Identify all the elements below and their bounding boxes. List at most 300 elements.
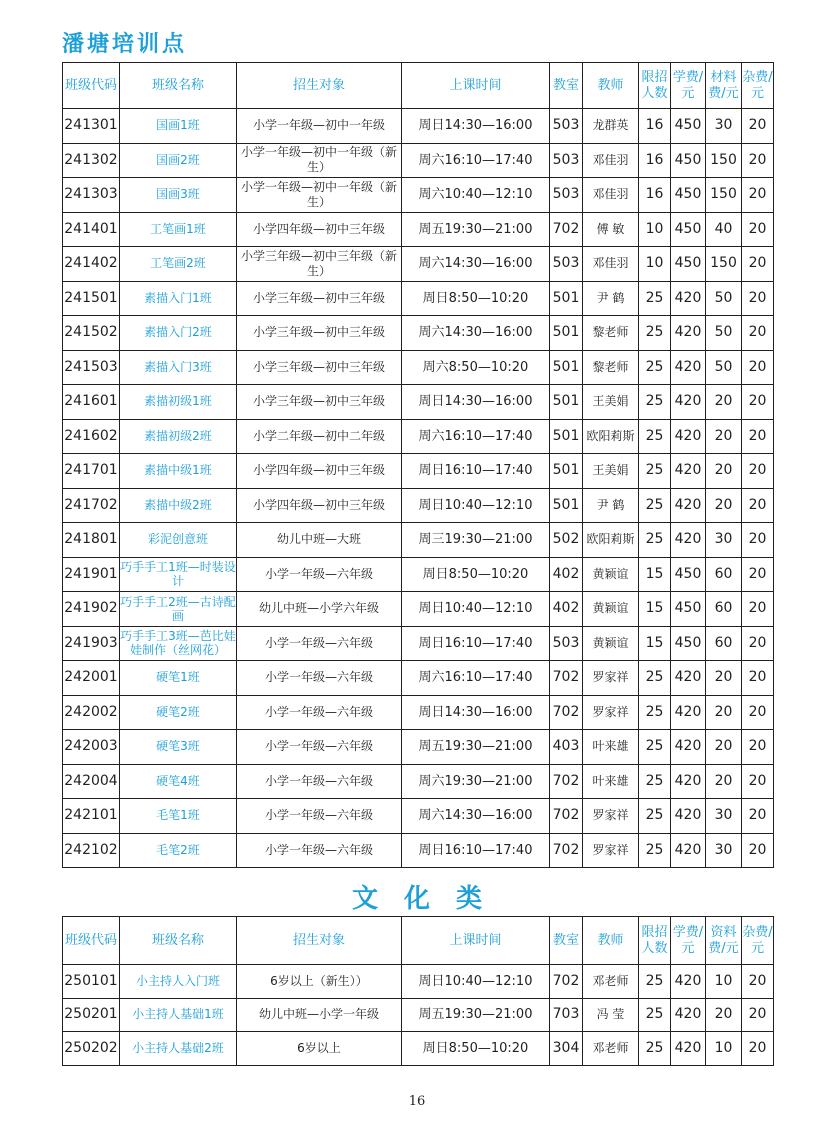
schedule-cell: 周六14:30—16:00 [402, 799, 550, 834]
misc-fee-cell: 20 [742, 730, 774, 765]
room-cell: 501 [550, 350, 583, 385]
class-code-cell: 241502 [63, 316, 120, 351]
material-fee-cell: 20 [706, 764, 742, 799]
teacher-cell: 邓佳羽 [583, 143, 639, 178]
limit-cell: 25 [639, 965, 671, 999]
class-name-cell: 小主持人基础2班 [120, 1032, 237, 1066]
class-name-cell: 毛笔2班 [120, 833, 237, 868]
tuition-cell: 420 [671, 281, 706, 316]
misc-fee-cell: 20 [742, 385, 774, 420]
material-fee-cell: 60 [706, 626, 742, 661]
tuition-cell: 420 [671, 454, 706, 489]
room-cell: 502 [550, 523, 583, 558]
material-fee-cell: 20 [706, 998, 742, 1032]
schedule-cell: 周日8:50—10:20 [402, 281, 550, 316]
schedule-cell: 周日10:40—12:10 [402, 488, 550, 523]
room-cell: 501 [550, 281, 583, 316]
class-name-cell: 素描初级2班 [120, 419, 237, 454]
teacher-cell: 龙群英 [583, 109, 639, 144]
teacher-cell: 尹 鹤 [583, 488, 639, 523]
class-code-cell: 241901 [63, 557, 120, 592]
tuition-cell: 420 [671, 965, 706, 999]
column-header: 班级名称 [120, 917, 237, 965]
room-cell: 503 [550, 178, 583, 213]
material-fee-cell: 30 [706, 799, 742, 834]
misc-fee-cell: 20 [742, 350, 774, 385]
table-row [63, 316, 774, 351]
table-row [63, 523, 774, 558]
room-cell: 702 [550, 695, 583, 730]
class-name-cell: 素描入门2班 [120, 316, 237, 351]
schedule-cell: 周六14:30—16:00 [402, 247, 550, 282]
limit-cell: 10 [639, 247, 671, 282]
target-cell: 小学一年级—六年级 [237, 695, 402, 730]
material-fee-cell: 20 [706, 385, 742, 420]
table-row [63, 212, 774, 247]
schedule-cell: 周日8:50—10:20 [402, 557, 550, 592]
column-header: 上课时间 [402, 63, 550, 109]
column-header: 教室 [550, 917, 583, 965]
column-header: 教师 [583, 917, 639, 965]
table-row [63, 350, 774, 385]
misc-fee-cell: 20 [742, 965, 774, 999]
target-cell: 幼儿中班—大班 [237, 523, 402, 558]
class-name-cell: 硬笔1班 [120, 661, 237, 696]
target-cell: 小学四年级—初中三年级 [237, 488, 402, 523]
tuition-cell: 420 [671, 385, 706, 420]
column-header: 招生对象 [237, 917, 402, 965]
misc-fee-cell: 20 [742, 557, 774, 592]
target-cell: 小学三年级—初中三年级 [237, 316, 402, 351]
target-cell: 小学四年级—初中三年级 [237, 212, 402, 247]
target-cell: 小学三年级—初中三年级 [237, 350, 402, 385]
material-fee-cell: 60 [706, 592, 742, 627]
material-fee-cell: 20 [706, 661, 742, 696]
teacher-cell: 欧阳莉斯 [583, 523, 639, 558]
column-header: 班级代码 [63, 63, 120, 109]
target-cell: 6岁以上（新生）） [237, 965, 402, 999]
class-name-cell: 国画3班 [120, 178, 237, 213]
class-code-cell: 241302 [63, 143, 120, 178]
material-fee-cell: 50 [706, 350, 742, 385]
class-code-cell: 250201 [63, 998, 120, 1032]
room-cell: 501 [550, 316, 583, 351]
material-fee-cell: 60 [706, 557, 742, 592]
class-name-cell: 硬笔3班 [120, 730, 237, 765]
tuition-cell: 420 [671, 523, 706, 558]
class-name-cell: 小主持人基础1班 [120, 998, 237, 1032]
table-body [63, 109, 774, 868]
limit-cell: 15 [639, 592, 671, 627]
target-cell: 小学一年级—六年级 [237, 833, 402, 868]
target-cell: 小学一年级—初中一年级（新生） [237, 143, 402, 178]
schedule-cell: 周日14:30—16:00 [402, 109, 550, 144]
misc-fee-cell: 20 [742, 281, 774, 316]
tuition-cell: 420 [671, 488, 706, 523]
limit-cell: 25 [639, 454, 671, 489]
limit-cell: 25 [639, 833, 671, 868]
target-cell: 小学四年级—初中三年级 [237, 454, 402, 489]
class-name-cell: 工笔画1班 [120, 212, 237, 247]
misc-fee-cell: 20 [742, 143, 774, 178]
section-title-pantang: 潘塘培训点 [62, 32, 188, 57]
table-row [63, 488, 774, 523]
limit-cell: 25 [639, 764, 671, 799]
room-cell: 702 [550, 965, 583, 999]
material-fee-cell: 50 [706, 316, 742, 351]
limit-cell: 25 [639, 316, 671, 351]
class-code-cell: 241701 [63, 454, 120, 489]
schedule-cell: 周六16:10—17:40 [402, 419, 550, 454]
limit-cell: 25 [639, 281, 671, 316]
material-fee-cell: 20 [706, 454, 742, 489]
room-cell: 402 [550, 557, 583, 592]
misc-fee-cell: 20 [742, 212, 774, 247]
target-cell: 小学一年级—六年级 [237, 730, 402, 765]
limit-cell: 16 [639, 109, 671, 144]
tuition-cell: 420 [671, 661, 706, 696]
limit-cell: 25 [639, 695, 671, 730]
misc-fee-cell: 20 [742, 488, 774, 523]
class-code-cell: 241801 [63, 523, 120, 558]
table-row [63, 419, 774, 454]
material-fee-cell: 50 [706, 281, 742, 316]
material-fee-cell: 150 [706, 247, 742, 282]
schedule-cell: 周六16:10—17:40 [402, 143, 550, 178]
schedule-cell: 周五19:30—21:00 [402, 212, 550, 247]
tuition-cell: 420 [671, 833, 706, 868]
misc-fee-cell: 20 [742, 626, 774, 661]
table-row [63, 557, 774, 592]
tuition-cell: 450 [671, 557, 706, 592]
tuition-cell: 420 [671, 998, 706, 1032]
tuition-cell: 420 [671, 350, 706, 385]
teacher-cell: 邓佳羽 [583, 247, 639, 282]
misc-fee-cell: 20 [742, 454, 774, 489]
room-cell: 702 [550, 661, 583, 696]
class-name-cell: 巧手手工3班—芭比娃娃制作（丝网花） [120, 626, 237, 661]
target-cell: 小学三年级—初中三年级 [237, 385, 402, 420]
table-row [63, 109, 774, 144]
misc-fee-cell: 20 [742, 998, 774, 1032]
class-name-cell: 硬笔2班 [120, 695, 237, 730]
room-cell: 501 [550, 419, 583, 454]
teacher-cell: 黄颖谊 [583, 557, 639, 592]
table-header-row [63, 63, 774, 109]
teacher-cell: 邓老师 [583, 965, 639, 999]
tuition-cell: 420 [671, 419, 706, 454]
target-cell: 幼儿中班—小学六年级 [237, 592, 402, 627]
table-body [63, 965, 774, 1066]
target-cell: 小学一年级—初中一年级 [237, 109, 402, 144]
misc-fee-cell: 20 [742, 523, 774, 558]
page-number: 16 [408, 1094, 426, 1109]
room-cell: 403 [550, 730, 583, 765]
class-name-cell: 毛笔1班 [120, 799, 237, 834]
class-code-cell: 241301 [63, 109, 120, 144]
misc-fee-cell: 20 [742, 247, 774, 282]
table-row [63, 764, 774, 799]
schedule-cell: 周六14:30—16:00 [402, 316, 550, 351]
class-name-cell: 素描中级2班 [120, 488, 237, 523]
room-cell: 503 [550, 247, 583, 282]
material-fee-cell: 20 [706, 488, 742, 523]
table-row [63, 143, 774, 178]
misc-fee-cell: 20 [742, 661, 774, 696]
tuition-cell: 420 [671, 730, 706, 765]
material-fee-cell: 30 [706, 109, 742, 144]
class-code-cell: 242102 [63, 833, 120, 868]
target-cell: 小学一年级—六年级 [237, 799, 402, 834]
limit-cell: 25 [639, 730, 671, 765]
room-cell: 501 [550, 454, 583, 489]
limit-cell: 25 [639, 385, 671, 420]
tuition-cell: 420 [671, 1032, 706, 1066]
table-row [63, 661, 774, 696]
teacher-cell: 罗家祥 [583, 661, 639, 696]
limit-cell: 10 [639, 212, 671, 247]
column-header: 资料费/元 [706, 917, 742, 965]
tuition-cell: 450 [671, 247, 706, 282]
limit-cell: 16 [639, 178, 671, 213]
table-row [63, 695, 774, 730]
tuition-cell: 420 [671, 695, 706, 730]
schedule-cell: 周日16:10—17:40 [402, 626, 550, 661]
teacher-cell: 傅 敏 [583, 212, 639, 247]
schedule-cell: 周三19:30—21:00 [402, 523, 550, 558]
misc-fee-cell: 20 [742, 178, 774, 213]
class-code-cell: 242001 [63, 661, 120, 696]
teacher-cell: 罗家祥 [583, 799, 639, 834]
target-cell: 小学一年级—初中一年级（新生） [237, 178, 402, 213]
misc-fee-cell: 20 [742, 833, 774, 868]
limit-cell: 15 [639, 557, 671, 592]
limit-cell: 25 [639, 350, 671, 385]
class-code-cell: 241501 [63, 281, 120, 316]
table-row [63, 730, 774, 765]
room-cell: 702 [550, 799, 583, 834]
misc-fee-cell: 20 [742, 109, 774, 144]
target-cell: 小学一年级—六年级 [237, 661, 402, 696]
target-cell: 小学一年级—六年级 [237, 626, 402, 661]
class-name-cell: 素描入门3班 [120, 350, 237, 385]
teacher-cell: 邓老师 [583, 1032, 639, 1066]
teacher-cell: 黎老师 [583, 350, 639, 385]
tuition-cell: 450 [671, 212, 706, 247]
misc-fee-cell: 20 [742, 592, 774, 627]
class-code-cell: 241402 [63, 247, 120, 282]
schedule-cell: 周六8:50—10:20 [402, 350, 550, 385]
limit-cell: 25 [639, 661, 671, 696]
column-header: 杂费/元 [742, 917, 774, 965]
class-code-cell: 241902 [63, 592, 120, 627]
tuition-cell: 450 [671, 178, 706, 213]
table-row [63, 998, 774, 1032]
tuition-cell: 450 [671, 626, 706, 661]
table-row [63, 454, 774, 489]
limit-cell: 25 [639, 488, 671, 523]
material-fee-cell: 150 [706, 178, 742, 213]
teacher-cell: 尹 鹤 [583, 281, 639, 316]
limit-cell: 16 [639, 143, 671, 178]
room-cell: 402 [550, 592, 583, 627]
teacher-cell: 冯 莹 [583, 998, 639, 1032]
class-name-cell: 素描入门1班 [120, 281, 237, 316]
schedule-cell: 周日14:30—16:00 [402, 385, 550, 420]
table-header-row [63, 917, 774, 965]
room-cell: 702 [550, 212, 583, 247]
table-row [63, 799, 774, 834]
room-cell: 503 [550, 626, 583, 661]
schedule-cell: 周日16:10—17:40 [402, 454, 550, 489]
target-cell: 小学一年级—六年级 [237, 557, 402, 592]
column-header: 材料费/元 [706, 63, 742, 109]
room-cell: 503 [550, 109, 583, 144]
teacher-cell: 黎老师 [583, 316, 639, 351]
teacher-cell: 黄颖谊 [583, 592, 639, 627]
teacher-cell: 欧阳莉斯 [583, 419, 639, 454]
table-row [63, 281, 774, 316]
class-code-cell: 241601 [63, 385, 120, 420]
tuition-cell: 420 [671, 764, 706, 799]
teacher-cell: 罗家祥 [583, 833, 639, 868]
table-row [63, 626, 774, 661]
class-code-cell: 242101 [63, 799, 120, 834]
table-row [63, 385, 774, 420]
column-header: 杂费/元 [742, 63, 774, 109]
schedule-cell: 周六16:10—17:40 [402, 661, 550, 696]
class-name-cell: 硬笔4班 [120, 764, 237, 799]
schedule-cell: 周日10:40—12:10 [402, 592, 550, 627]
teacher-cell: 王美娟 [583, 454, 639, 489]
class-code-cell: 241303 [63, 178, 120, 213]
room-cell: 501 [550, 385, 583, 420]
target-cell: 小学二年级—初中二年级 [237, 419, 402, 454]
class-name-cell: 巧手手工2班—古诗配画 [120, 592, 237, 627]
material-fee-cell: 150 [706, 143, 742, 178]
limit-cell: 25 [639, 998, 671, 1032]
teacher-cell: 邓佳羽 [583, 178, 639, 213]
misc-fee-cell: 20 [742, 799, 774, 834]
target-cell: 幼儿中班—小学一年级 [237, 998, 402, 1032]
column-header: 学费/元 [671, 63, 706, 109]
schedule-cell: 周日8:50—10:20 [402, 1032, 550, 1066]
class-code-cell: 241702 [63, 488, 120, 523]
column-header: 学费/元 [671, 917, 706, 965]
target-cell: 小学三年级—初中三年级 [237, 281, 402, 316]
column-header: 教师 [583, 63, 639, 109]
material-fee-cell: 30 [706, 833, 742, 868]
class-name-cell: 国画1班 [120, 109, 237, 144]
misc-fee-cell: 20 [742, 764, 774, 799]
table-row [63, 965, 774, 999]
target-cell: 6岁以上 [237, 1032, 402, 1066]
schedule-cell: 周日10:40—12:10 [402, 965, 550, 999]
limit-cell: 25 [639, 523, 671, 558]
target-cell: 小学三年级—初中三年级（新生） [237, 247, 402, 282]
limit-cell: 25 [639, 1032, 671, 1066]
class-code-cell: 242002 [63, 695, 120, 730]
schedule-cell: 周日16:10—17:40 [402, 833, 550, 868]
schedule-cell: 周五19:30—21:00 [402, 998, 550, 1032]
teacher-cell: 黄颖谊 [583, 626, 639, 661]
material-fee-cell: 10 [706, 1032, 742, 1066]
schedule-cell: 周六19:30—21:00 [402, 764, 550, 799]
class-code-cell: 241903 [63, 626, 120, 661]
tuition-cell: 450 [671, 143, 706, 178]
pantang-class-table [62, 62, 774, 868]
class-name-cell: 小主持人入门班 [120, 965, 237, 999]
column-header: 班级名称 [120, 63, 237, 109]
misc-fee-cell: 20 [742, 695, 774, 730]
class-name-cell: 国画2班 [120, 143, 237, 178]
table-row [63, 178, 774, 213]
target-cell: 小学一年级—六年级 [237, 764, 402, 799]
misc-fee-cell: 20 [742, 316, 774, 351]
culture-class-table [62, 916, 774, 1066]
table-row [63, 247, 774, 282]
room-cell: 702 [550, 833, 583, 868]
material-fee-cell: 20 [706, 419, 742, 454]
class-code-cell: 242003 [63, 730, 120, 765]
teacher-cell: 罗家祥 [583, 695, 639, 730]
room-cell: 702 [550, 764, 583, 799]
material-fee-cell: 40 [706, 212, 742, 247]
tuition-cell: 450 [671, 109, 706, 144]
tuition-cell: 420 [671, 316, 706, 351]
class-name-cell: 素描中级1班 [120, 454, 237, 489]
tuition-cell: 420 [671, 799, 706, 834]
class-name-cell: 巧手手工1班—时装设计 [120, 557, 237, 592]
table-row [63, 1032, 774, 1066]
class-name-cell: 彩泥创意班 [120, 523, 237, 558]
teacher-cell: 叶来雄 [583, 764, 639, 799]
material-fee-cell: 20 [706, 730, 742, 765]
class-code-cell: 250101 [63, 965, 120, 999]
tuition-cell: 450 [671, 592, 706, 627]
material-fee-cell: 30 [706, 523, 742, 558]
material-fee-cell: 20 [706, 695, 742, 730]
class-code-cell: 241602 [63, 419, 120, 454]
schedule-cell: 周六10:40—12:10 [402, 178, 550, 213]
section-title-culture: 文化类 [351, 884, 508, 914]
material-fee-cell: 10 [706, 965, 742, 999]
class-code-cell: 242004 [63, 764, 120, 799]
room-cell: 703 [550, 998, 583, 1032]
teacher-cell: 王美娟 [583, 385, 639, 420]
room-cell: 304 [550, 1032, 583, 1066]
room-cell: 501 [550, 488, 583, 523]
column-header: 限招人数 [639, 63, 671, 109]
room-cell: 503 [550, 143, 583, 178]
column-header: 上课时间 [402, 917, 550, 965]
limit-cell: 25 [639, 419, 671, 454]
class-code-cell: 241503 [63, 350, 120, 385]
column-header: 班级代码 [63, 917, 120, 965]
schedule-cell: 周日14:30—16:00 [402, 695, 550, 730]
column-header: 限招人数 [639, 917, 671, 965]
limit-cell: 25 [639, 799, 671, 834]
class-code-cell: 241401 [63, 212, 120, 247]
class-code-cell: 250202 [63, 1032, 120, 1066]
column-header: 教室 [550, 63, 583, 109]
table-row [63, 592, 774, 627]
schedule-cell: 周五19:30—21:00 [402, 730, 550, 765]
class-name-cell: 工笔画2班 [120, 247, 237, 282]
table-row [63, 833, 774, 868]
misc-fee-cell: 20 [742, 419, 774, 454]
limit-cell: 15 [639, 626, 671, 661]
